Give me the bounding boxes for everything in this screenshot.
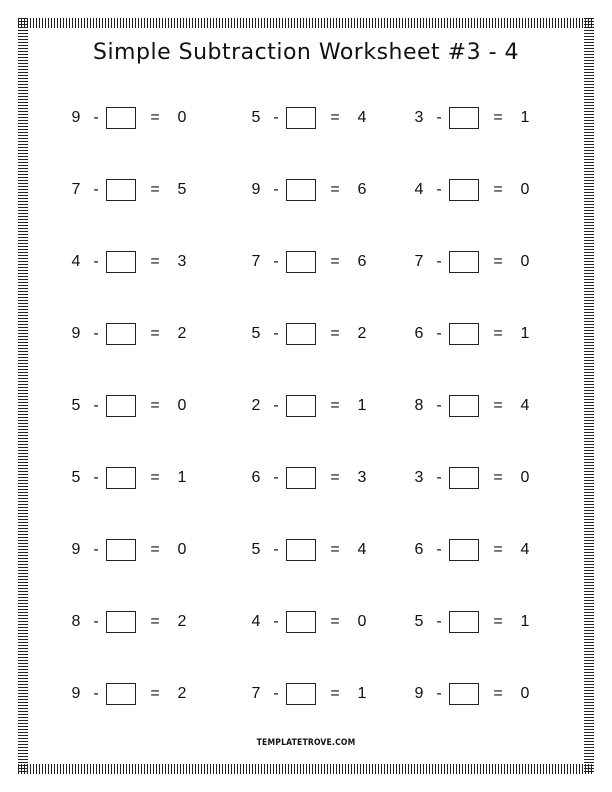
- footer-website: TEMPLATETROVE.COM: [256, 738, 356, 748]
- answer-box[interactable]: [449, 323, 479, 345]
- answer-box[interactable]: [106, 539, 136, 561]
- answer-box[interactable]: [106, 395, 136, 417]
- result: 4: [520, 541, 530, 558]
- result: 0: [520, 685, 530, 702]
- answer-box[interactable]: [286, 395, 316, 417]
- result: 3: [357, 469, 367, 486]
- problem-item: [409, 609, 543, 635]
- minus-sign: -: [273, 541, 279, 558]
- answer-box[interactable]: [449, 683, 479, 705]
- result: 1: [520, 613, 530, 630]
- minuend: 5: [414, 613, 424, 630]
- equals-sign: =: [330, 469, 340, 486]
- minuend: 9: [414, 685, 424, 702]
- answer-box[interactable]: [286, 107, 316, 129]
- minuend: 5: [71, 397, 81, 414]
- result: 1: [357, 685, 367, 702]
- minus-sign: -: [436, 469, 442, 486]
- minus-sign: -: [436, 253, 442, 270]
- minuend: 4: [414, 181, 424, 198]
- minuend: 8: [414, 397, 424, 414]
- problem-item: [409, 465, 543, 491]
- minus-sign: -: [93, 541, 99, 558]
- minus-sign: -: [273, 613, 279, 630]
- answer-box[interactable]: [449, 467, 479, 489]
- problem-item: [66, 465, 200, 491]
- minuend: 9: [71, 541, 81, 558]
- result: 3: [177, 253, 187, 270]
- minuend: 9: [71, 109, 81, 126]
- result: 0: [520, 253, 530, 270]
- answer-box[interactable]: [449, 539, 479, 561]
- equals-sign: =: [493, 469, 503, 486]
- minus-sign: -: [273, 325, 279, 342]
- minuend: 4: [71, 253, 81, 270]
- answer-box[interactable]: [449, 395, 479, 417]
- equals-sign: =: [330, 541, 340, 558]
- problem-item: [409, 105, 543, 131]
- equals-sign: =: [150, 541, 160, 558]
- problem-item: [409, 393, 543, 419]
- problem-item: [66, 681, 200, 707]
- equals-sign: =: [150, 325, 160, 342]
- minuend: 7: [71, 181, 81, 198]
- minus-sign: -: [93, 685, 99, 702]
- result: 0: [520, 181, 530, 198]
- minuend: 5: [71, 469, 81, 486]
- minus-sign: -: [273, 109, 279, 126]
- problem-item: [66, 249, 200, 275]
- problem-item: [246, 321, 380, 347]
- problem-item: [409, 681, 543, 707]
- minus-sign: -: [436, 181, 442, 198]
- result: 1: [520, 109, 530, 126]
- result: 6: [357, 181, 367, 198]
- equals-sign: =: [330, 181, 340, 198]
- answer-box[interactable]: [106, 467, 136, 489]
- result: 0: [357, 613, 367, 630]
- answer-box[interactable]: [286, 611, 316, 633]
- equals-sign: =: [493, 397, 503, 414]
- problem-item: [246, 609, 380, 635]
- minuend: 7: [251, 685, 261, 702]
- equals-sign: =: [150, 181, 160, 198]
- minus-sign: -: [436, 613, 442, 630]
- equals-sign: =: [493, 253, 503, 270]
- border-right: [584, 18, 594, 774]
- border-left: [18, 18, 28, 774]
- equals-sign: =: [150, 469, 160, 486]
- equals-sign: =: [330, 109, 340, 126]
- minuend: 9: [71, 325, 81, 342]
- minus-sign: -: [273, 685, 279, 702]
- answer-box[interactable]: [106, 683, 136, 705]
- problem-item: [66, 609, 200, 635]
- minus-sign: -: [436, 685, 442, 702]
- result: 2: [357, 325, 367, 342]
- result: 5: [177, 181, 187, 198]
- problem-item: [66, 537, 200, 563]
- result: 0: [520, 469, 530, 486]
- result: 6: [357, 253, 367, 270]
- result: 1: [520, 325, 530, 342]
- page-title: Simple Subtraction Worksheet #3 - 4: [92, 40, 520, 65]
- problem-item: [409, 177, 543, 203]
- answer-box[interactable]: [286, 683, 316, 705]
- minus-sign: -: [436, 397, 442, 414]
- minuend: 3: [414, 109, 424, 126]
- minus-sign: -: [436, 325, 442, 342]
- equals-sign: =: [493, 613, 503, 630]
- minuend: 5: [251, 325, 261, 342]
- minus-sign: -: [93, 325, 99, 342]
- minus-sign: -: [436, 541, 442, 558]
- result: 1: [177, 469, 187, 486]
- equals-sign: =: [493, 109, 503, 126]
- problem-item: [246, 681, 380, 707]
- result: 4: [357, 541, 367, 558]
- equals-sign: =: [493, 685, 503, 702]
- answer-box[interactable]: [449, 611, 479, 633]
- minus-sign: -: [93, 397, 99, 414]
- minuend: 6: [414, 541, 424, 558]
- minuend: 6: [414, 325, 424, 342]
- minuend: 5: [251, 541, 261, 558]
- answer-box[interactable]: [106, 323, 136, 345]
- minus-sign: -: [273, 253, 279, 270]
- problem-item: [66, 177, 200, 203]
- answer-box[interactable]: [449, 251, 479, 273]
- problem-item: [246, 393, 380, 419]
- problem-item: [246, 105, 380, 131]
- problem-item: [66, 105, 200, 131]
- result: 2: [177, 613, 187, 630]
- border-bottom: [18, 764, 594, 774]
- problem-item: [246, 249, 380, 275]
- minus-sign: -: [93, 469, 99, 486]
- equals-sign: =: [330, 325, 340, 342]
- equals-sign: =: [493, 325, 503, 342]
- answer-box[interactable]: [286, 467, 316, 489]
- answer-box[interactable]: [106, 179, 136, 201]
- minus-sign: -: [93, 253, 99, 270]
- minuend: 5: [251, 109, 261, 126]
- equals-sign: =: [330, 397, 340, 414]
- answer-box[interactable]: [286, 323, 316, 345]
- problem-item: [409, 249, 543, 275]
- minuend: 9: [71, 685, 81, 702]
- problem-item: [246, 537, 380, 563]
- minuend: 7: [414, 253, 424, 270]
- minuend: 3: [414, 469, 424, 486]
- minus-sign: -: [93, 181, 99, 198]
- minuend: 2: [251, 397, 261, 414]
- equals-sign: =: [330, 253, 340, 270]
- minus-sign: -: [93, 613, 99, 630]
- answer-box[interactable]: [449, 179, 479, 201]
- answer-box[interactable]: [106, 107, 136, 129]
- problem-item: [66, 321, 200, 347]
- minus-sign: -: [273, 469, 279, 486]
- answer-box[interactable]: [106, 611, 136, 633]
- answer-box[interactable]: [449, 107, 479, 129]
- problem-item: [409, 321, 543, 347]
- minuend: 8: [71, 613, 81, 630]
- answer-box[interactable]: [286, 179, 316, 201]
- result: 2: [177, 325, 187, 342]
- answer-box[interactable]: [106, 251, 136, 273]
- problem-item: [246, 177, 380, 203]
- result: 4: [520, 397, 530, 414]
- equals-sign: =: [330, 613, 340, 630]
- equals-sign: =: [150, 253, 160, 270]
- border-top: [18, 18, 594, 28]
- equals-sign: =: [150, 613, 160, 630]
- result: 1: [357, 397, 367, 414]
- equals-sign: =: [493, 181, 503, 198]
- equals-sign: =: [150, 397, 160, 414]
- problem-item: [409, 537, 543, 563]
- result: 0: [177, 109, 187, 126]
- equals-sign: =: [330, 685, 340, 702]
- minus-sign: -: [273, 397, 279, 414]
- minuend: 7: [251, 253, 261, 270]
- minuend: 4: [251, 613, 261, 630]
- minuend: 9: [251, 181, 261, 198]
- problem-item: [246, 465, 380, 491]
- result: 4: [357, 109, 367, 126]
- equals-sign: =: [493, 541, 503, 558]
- equals-sign: =: [150, 685, 160, 702]
- minus-sign: -: [273, 181, 279, 198]
- result: 0: [177, 397, 187, 414]
- minus-sign: -: [93, 109, 99, 126]
- problem-item: [66, 393, 200, 419]
- minuend: 6: [251, 469, 261, 486]
- answer-box[interactable]: [286, 251, 316, 273]
- equals-sign: =: [150, 109, 160, 126]
- answer-box[interactable]: [286, 539, 316, 561]
- minus-sign: -: [436, 109, 442, 126]
- result: 2: [177, 685, 187, 702]
- result: 0: [177, 541, 187, 558]
